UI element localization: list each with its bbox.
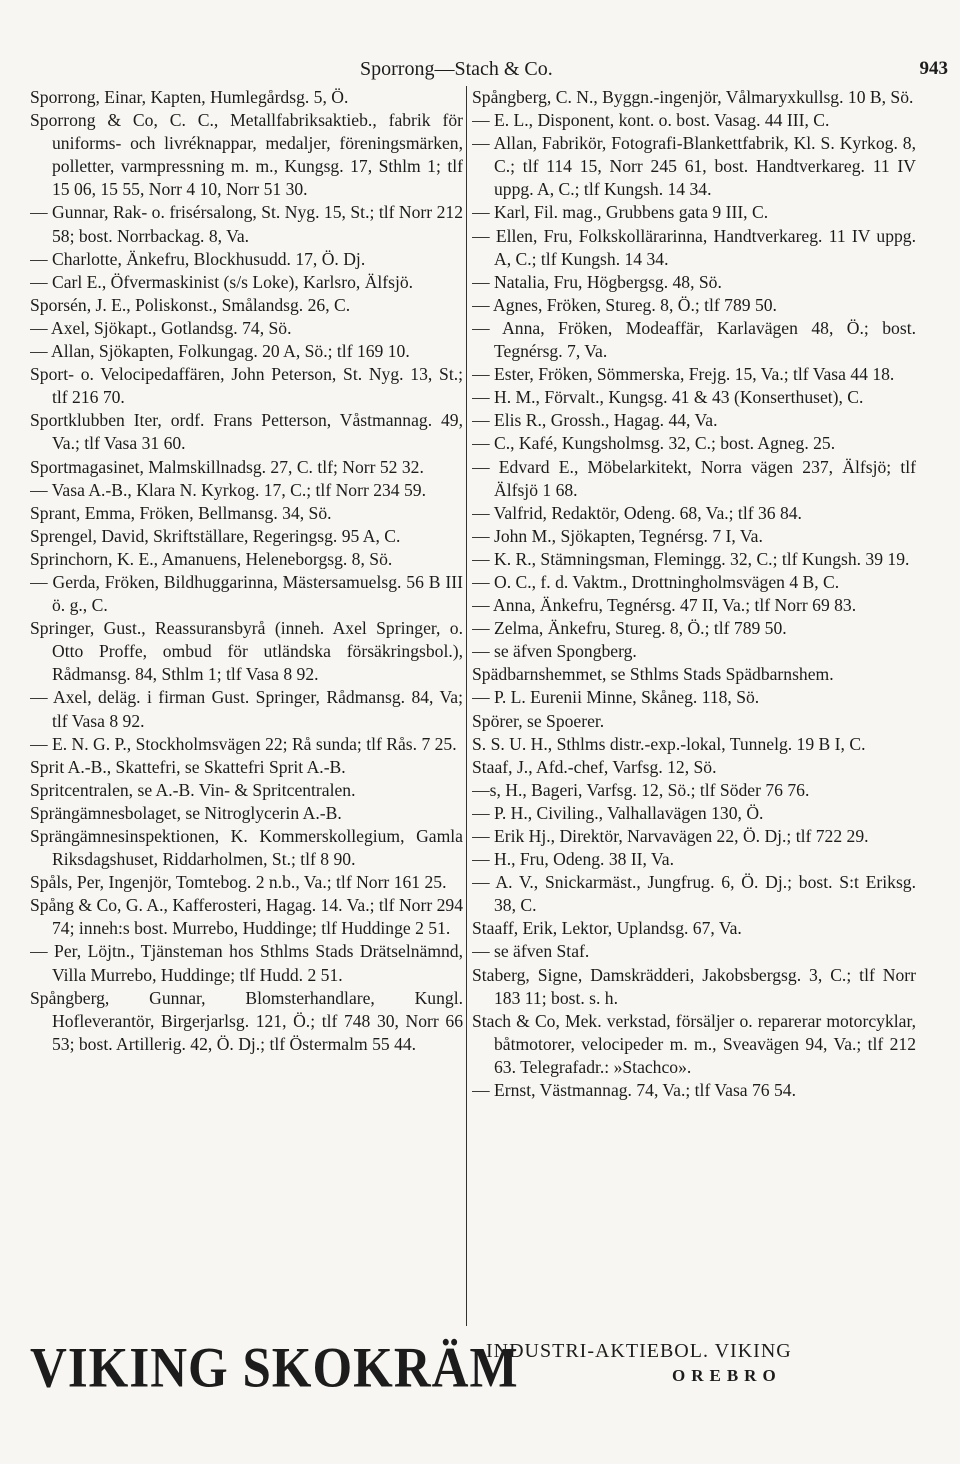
directory-entry: Sportmagasinet, Malmskillnadsg. 27, C. tlf; Norr 52 32. [30, 456, 424, 477]
directory-entry: — Anna, Fröken, Modeaffär, Karlavägen 48, Ö.; bost. Tegnérsg. 7, Va. [472, 317, 916, 362]
directory-entry: Sprant, Emma, Fröken, Bellmansg. 34, Sö. [30, 502, 332, 523]
directory-entry: — E. L., Disponent, kont. o. bost. Vasag. 44 III, C. [472, 110, 830, 131]
directory-entry: Sporrong & Co, C. C., Metallfabriksaktieb., fabrik för uniforms- och livréknappar, medaljer, föreningsmärken, polletter, varmpressning m. m., Kungsg. 17, Sthlm 1; tlf 15 06, 15 55, Norr 4 10, Norr 51 30. [30, 110, 463, 200]
directory-entry: — Zelma, Änkefru, Stureg. 8, Ö.; tlf 789 50. [472, 618, 787, 639]
header-title: Sporrong—Stach & Co. [360, 58, 553, 80]
directory-entry: Springer, Gust., Reassuransbyrå (inneh. Axel Springer, o. Otto Proffe, ombud för utländska försäkringsbol.), Rådmansg. 84, Sthlm 1; tlf Vasa 8 92. [30, 618, 463, 685]
column-divider [466, 86, 467, 1326]
directory-entry: — Edvard E., Möbelarkitekt, Norra vägen 237, Älfsjö; tlf Älfsjö 1 68. [472, 456, 916, 500]
directory-entry: — se äfven Staf. [472, 941, 590, 962]
directory-entry: — Gunnar, Rak- o. frisérsalong, St. Nyg. 15, St.; tlf Norr 212 58; bost. Norrbackag. 8, Va. [30, 202, 463, 246]
directory-entry: Spåls, Per, Ingenjör, Tomtebog. 2 n.b., Va.; tlf Norr 161 25. [30, 872, 447, 893]
directory-entry: Sporsén, J. E., Poliskonst., Smålandsg. 26, C. [30, 294, 351, 315]
directory-entry: — Carl E., Öfvermaskinist (s/s Loke), Karlsro, Älfsjö. [30, 271, 414, 292]
ad-brand: VIKING SKOKRÄM [30, 1337, 519, 1400]
directory-entry: Sprängämnesinspektionen, K. Kommerskollegium, Gamla Riksdagshuset, Riddarholmen, St.; tlf 8 90. [30, 826, 463, 870]
directory-entry: Spångberg, Gunnar, Blomsterhandlare, Kungl. Hofleverantör, Birgerjarlsg. 121, Ö.; tlf 748 30, Norr 66 53; bost. Artillerig. 42, Ö. Dj.; tlf Östermalm 55 44. [30, 987, 463, 1054]
directory-entry: Sprit A.-B., Skattefri, se Skattefri Sprit A.-B. [30, 756, 346, 777]
directory-entry: — E. N. G. P., Stockholmsvägen 22; Rå sunda; tlf Rås. 7 25. [30, 733, 457, 754]
directory-entry: — Erik Hj., Direktör, Narvavägen 22, Ö. Dj.; tlf 722 29. [472, 826, 869, 846]
page-number: 943 [919, 58, 948, 79]
running-header [0, 58, 960, 86]
directory-entry: — se äfven Spongberg. [472, 641, 637, 662]
ad-company-city: OREBRO [672, 1366, 782, 1385]
directory-entry: — Per, Löjtn., Tjänsteman hos Sthlms Stads Drätselnämnd, Villa Murrebo, Huddinge; tlf Hudd. 2 51. [30, 941, 463, 985]
directory-entry: Sprengel, David, Skriftställare, Regeringsg. 95 A, C. [30, 525, 401, 546]
directory-entry: Spörer, se Spoerer. [472, 710, 605, 731]
directory-entry: — Agnes, Fröken, Stureg. 8, Ö.; tlf 789 50. [472, 294, 777, 315]
directory-entry: — John M., Sjökapten, Tegnérsg. 7 I, Va. [472, 525, 763, 546]
directory-entry: — Natalia, Fru, Högbergsg. 48, Sö. [472, 271, 722, 292]
directory-entry: — Allan, Sjökapten, Folkungag. 20 A, Sö.; tlf 169 10. [30, 341, 410, 362]
directory-entry: Stach & Co, Mek. verkstad, försäljer o. reparerar motorcyklar, båtmotorer, velocipeder m. m., Sveavägen 94, Va.; tlf 212 63. Telegrafadr.: »Stachco». [472, 1010, 916, 1077]
directory-entry: Sporrong, Einar, Kapten, Humlegårdsg. 5, Ö. [30, 87, 349, 107]
directory-entry: Spädbarnshemmet, se Sthlms Stads Spädbarnshem. [472, 664, 834, 685]
directory-entry: — O. C., f. d. Vaktm., Drottningholmsvägen 4 B, C. [472, 571, 840, 592]
directory-entry: — Charlotte, Änkefru, Blockhusudd. 17, Ö. Dj. [30, 248, 366, 269]
directory-entry: — Gerda, Fröken, Bildhuggarinna, Mästersamuelsg. 56 B III ö. g., C. [30, 571, 463, 616]
directory-entry: — C., Kafé, Kungsholmsg. 32, C.; bost. Agneg. 25. [472, 433, 836, 454]
directory-entry: Sport- o. Velocipedaffären, John Peterson, St. Nyg. 13, St.; tlf 216 70. [30, 364, 463, 408]
directory-entry: — P. L. Eurenii Minne, Skåneg. 118, Sö. [472, 687, 760, 708]
directory-entry: — Karl, Fil. mag., Grubbens gata 9 III, C. [472, 202, 769, 223]
directory-entry: — P. H., Civiling., Valhallavägen 130, Ö. [472, 802, 764, 823]
directory-entry: S. S. U. H., Sthlms distr.-exp.-lokal, Tunnelg. 19 B I, C. [472, 733, 866, 754]
directory-entry: — Allan, Fabrikör, Fotografi-Blankettfabrik, Kl. S. Kyrkog. 8, C.; tlf 114 15, Norr 245 61, bost. Handtverkareg. 11 IV uppg. A, C.; tlf Kungsh. 14 34. [472, 133, 916, 200]
directory-entry: — Ester, Fröken, Sömmerska, Frejg. 15, Va.; tlf Vasa 44 18. [472, 364, 895, 385]
directory-entry: — Anna, Änkefru, Tegnérsg. 47 II, Va.; tlf Norr 69 83. [472, 595, 857, 616]
directory-entry: — A. V., Snickarmäst., Jungfrug. 6, Ö. Dj.; bost. S:t Eriksg. 38, C. [472, 872, 916, 916]
directory-entry: Spritcentralen, se A.-B. Vin- & Spritcentralen. [30, 779, 356, 800]
advertisement [30, 1336, 930, 1406]
directory-entry: Staberg, Signe, Damskrädderi, Jakobsbergsg. 3, C.; tlf Norr 183 11; bost. s. h. [472, 964, 916, 1008]
directory-entry: —s, H., Bageri, Varfsg. 12, Sö.; tlf Söder 76 76. [472, 779, 810, 800]
directory-entry: — Ellen, Fru, Folkskollärarinna, Handtverkareg. 11 IV uppg. A, C.; tlf Kungsh. 14 34. [472, 225, 916, 269]
directory-entry: Staaff, Erik, Lektor, Uplandsg. 67, Va. [472, 918, 742, 939]
directory-entry: Sprinchorn, K. E., Amanuens, Heleneborgsg. 8, Sö. [30, 548, 393, 569]
directory-entry: Spångberg, C. N., Byggn.-ingenjör, Vålmaryxkullsg. 10 B, Sö. [472, 87, 914, 107]
directory-entry: Staaf, J., Afd.-chef, Varfsg. 12, Sö. [472, 756, 717, 777]
ad-company-name: INDUSTRI-AKTIEBOL. VIKING [486, 1340, 792, 1362]
directory-entry: — K. R., Stämningsman, Flemingg. 32, C.; tlf Kungsh. 39 19. [472, 548, 910, 569]
directory-entry: — H. M., Förvalt., Kungsg. 41 & 43 (Konserthuset), C. [472, 387, 864, 408]
directory-entry: Sportklubben Iter, ordf. Frans Petterson, Våstmannag. 49, Va.; tlf Vasa 31 60. [30, 410, 463, 454]
directory-entry: — Ernst, Västmannag. 74, Va.; tlf Vasa 76 54. [472, 1080, 796, 1101]
left-column [30, 86, 463, 1330]
directory-entry: Sprängämnesbolaget, se Nitroglycerin A.-B. [30, 802, 342, 823]
right-column [472, 86, 916, 1330]
directory-entry: — Elis R., Grossh., Hagag. 44, Va. [472, 410, 718, 431]
directory-entry: — Axel, Sjökapt., Gotlandsg. 74, Sö. [30, 317, 292, 338]
directory-entry: Spång & Co, G. A., Kafferosteri, Hagag. 14. Va.; tlf Norr 294 74; inneh:s bost. Murrebo, Huddinge; tlf Huddinge 2 51. [30, 895, 463, 939]
directory-entry: — Vasa A.-B., Klara N. Kyrkog. 17, C.; tlf Norr 234 59. [30, 479, 426, 500]
directory-entry: — Axel, deläg. i firman Gust. Springer, Rådmansg. 84, Va; tlf Vasa 8 92. [30, 687, 463, 731]
directory-entry: — Valfrid, Redaktör, Odeng. 68, Va.; tlf 36 84. [472, 502, 802, 523]
directory-entry: — H., Fru, Odeng. 38 II, Va. [472, 849, 674, 870]
